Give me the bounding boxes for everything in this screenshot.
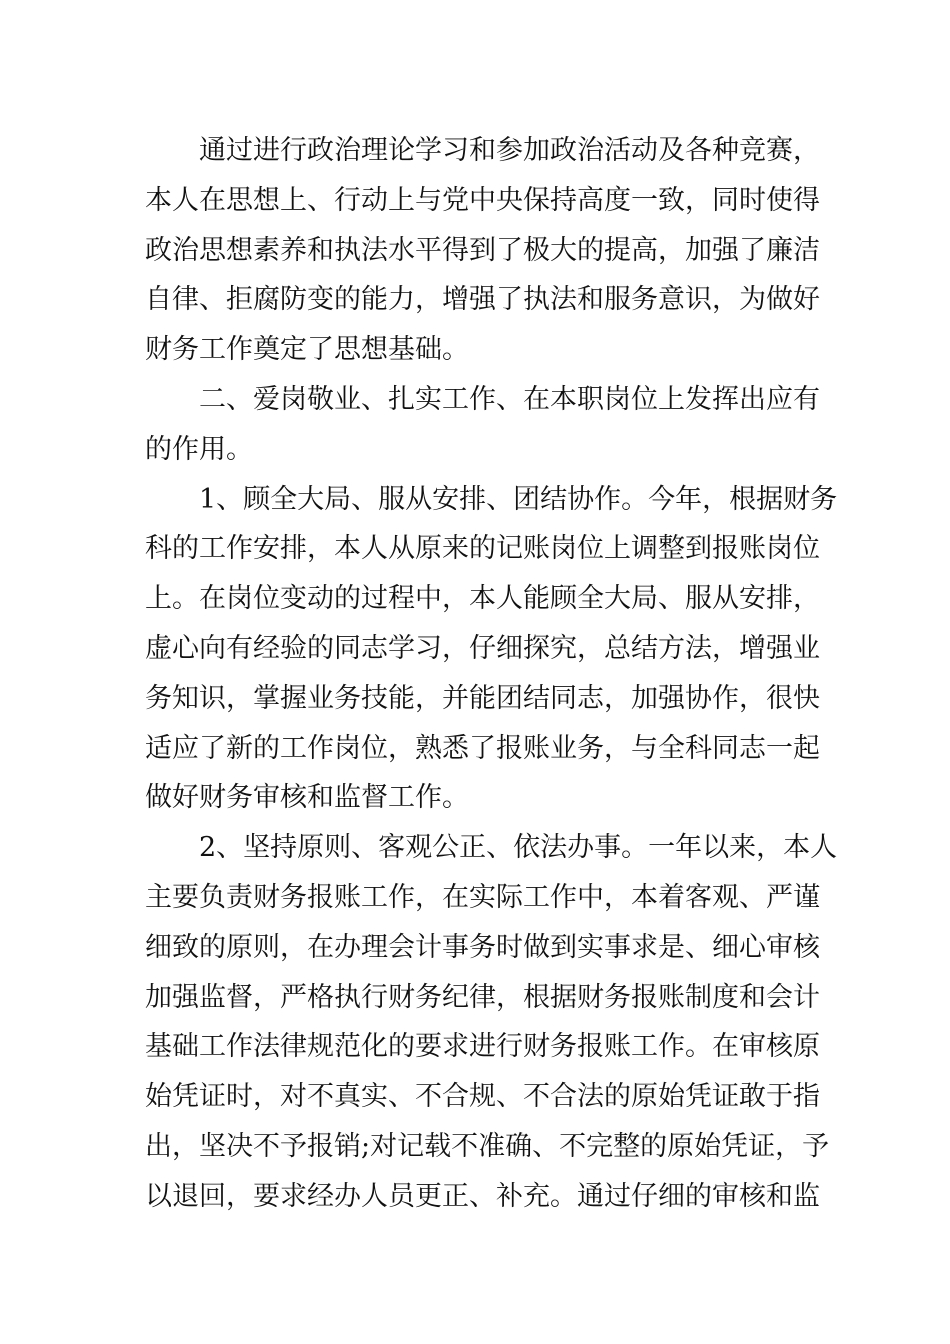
paragraph-line: 以退回，要求经办人员更正、补充。通过仔细的审核和监 [145, 1180, 820, 1212]
paragraph-line: 政治思想素养和执法水平得到了极大的提高，加强了廉洁 [145, 234, 820, 266]
document-body [145, 126, 838, 1222]
paragraph-line: 细致的原则，在办理会计事务时做到实事求是、细心审核 [145, 931, 820, 963]
paragraph-line: 务知识，掌握业务技能，并能团结同志，加强协作，很快 [145, 682, 820, 714]
paragraph-line: 做好财务审核和监督工作。 [145, 782, 469, 814]
paragraph-line: 主要负责财务报账工作，在实际工作中，本着客观、严谨 [145, 881, 820, 913]
paragraph-line: 上。在岗位变动的过程中，本人能顾全大局、服从安排， [145, 583, 820, 615]
paragraph-line: 基础工作法律规范化的要求进行财务报账工作。在审核原 [145, 1031, 820, 1063]
paragraph-line: 始凭证时，对不真实、不合规、不合法的原始凭证敢于指 [145, 1081, 820, 1113]
paragraph-line: 加强监督，严格执行财务纪律，根据财务报账制度和会计 [145, 981, 820, 1013]
paragraph-line: 1、顾全大局、服从安排、团结协作。今年，根据财务 [199, 483, 838, 515]
section-heading-line: 的作用。 [145, 433, 253, 465]
paragraph-line: 本人在思想上、行动上与党中央保持高度一致，同时使得 [145, 184, 820, 216]
paragraph-line: 2、坚持原则、客观公正、依法办事。一年以来，本人 [199, 832, 838, 864]
paragraph-line: 通过进行政治理论学习和参加政治活动及各种竞赛， [199, 135, 820, 166]
paragraph-line: 自律、拒腐防变的能力，增强了执法和服务意识，为做好 [145, 284, 820, 316]
section-heading-line: 二、爱岗敬业、扎实工作、在本职岗位上发挥出应有 [199, 383, 820, 415]
paragraph-line: 科的工作安排，本人从原来的记账岗位上调整到报账岗位 [145, 533, 820, 565]
paragraph-line: 虚心向有经验的同志学习，仔细探究，总结方法，增强业 [145, 632, 820, 664]
paragraph-line: 财务工作奠定了思想基础。 [145, 334, 469, 366]
paragraph-line: 适应了新的工作岗位，熟悉了报账业务，与全科同志一起 [145, 732, 820, 764]
paragraph-line: 出，坚决不予报销;对记载不准确、不完整的原始凭证，予 [145, 1130, 830, 1162]
